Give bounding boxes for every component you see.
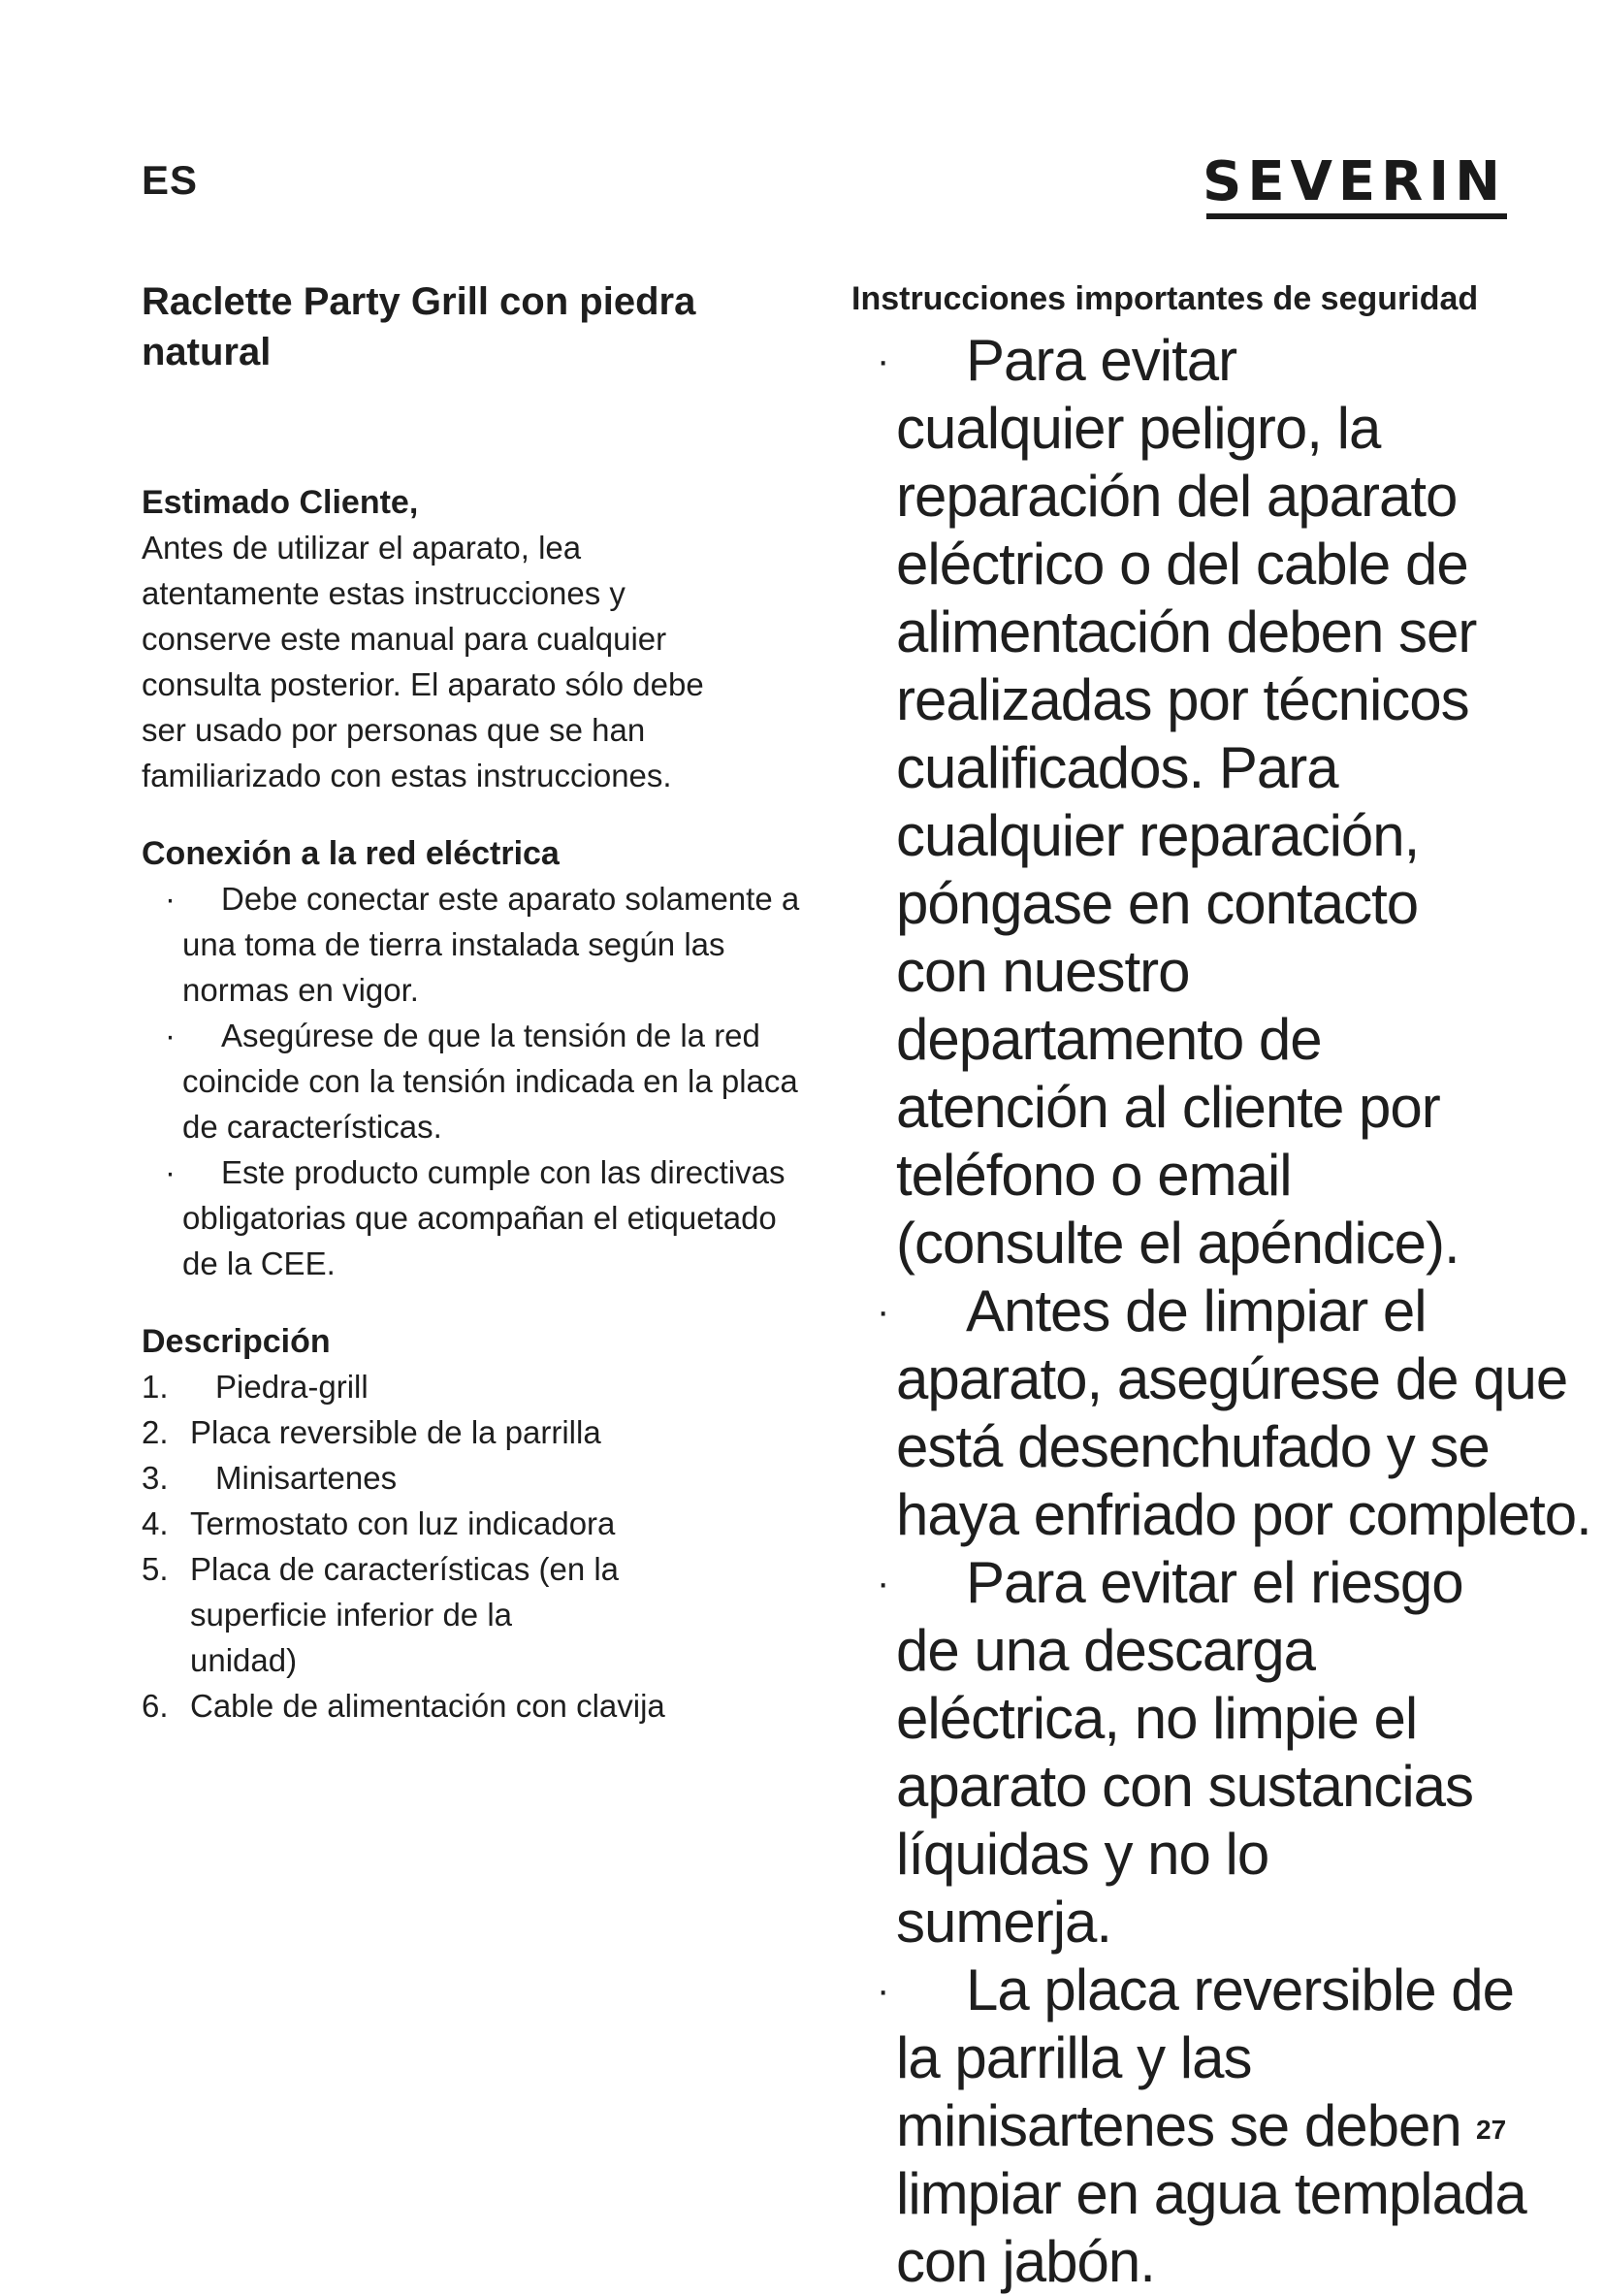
safety-heading: Instrucciones importantes de seguridad	[851, 280, 1479, 317]
list-item	[142, 876, 820, 1013]
greeting-section	[142, 480, 840, 798]
safety-bullet-1: Para evitar cualquier peligro, la reparación del aparato eléctrico o del cable de alimentación deben ser realizadas por técnicos cualificados. Para cualquier reparación, póngase en contacto con nuestro departamento de atención al cliente por teléfono o email (consulte el apéndice).	[896, 328, 1477, 1276]
list-item: 5. Placa de características (en la superficie inferior de la unidad)	[142, 1551, 620, 1678]
description-heading: Descripción	[142, 1323, 331, 1360]
language-code: ES	[142, 157, 199, 203]
safety-bullet-2: Antes de limpiar el aparato, asegúrese de que está desenchufado y se haya enfriado por completo.	[896, 1278, 1591, 1547]
right-column	[851, 276, 1591, 2296]
connection-heading: Conexión a la red eléctrica	[142, 835, 560, 872]
list-item: 6. Cable de alimentación con clavija	[142, 1688, 665, 1724]
safety-bullet-3: Para evitar el riesgo de una descarga eléctrica, no limpie el aparato con sustancias líquidas y no lo sumerja.	[896, 1550, 1474, 1955]
page-number: 27	[1476, 2115, 1507, 2145]
description-section	[142, 1319, 840, 1729]
bullet-icon: ·	[165, 1018, 176, 1053]
connection-section	[142, 831, 840, 1286]
safety-bullet-4: La placa reversible de la parrilla y las minisartenes se deben limpiar en agua templada con jabón.	[896, 1957, 1526, 2294]
logo-underline	[1206, 213, 1507, 219]
bullet-icon: ·	[877, 1290, 889, 1333]
bullet-icon: ·	[165, 881, 176, 917]
greeting-text: Antes de utilizar el aparato, lea atentamente estas instrucciones y conserve este manual para cualquier consulta posterior. El aparato sólo debe ser usado por personas que se han familiarizado con estas instrucciones.	[142, 530, 704, 793]
bullet-icon: ·	[877, 340, 889, 382]
brand-name: SEVERIN	[1203, 150, 1507, 213]
severin-logo	[1203, 150, 1513, 223]
list-item: 4. Termostato con luz indicadora	[142, 1505, 616, 1541]
list-item: 1. Piedra-grill	[142, 1369, 369, 1405]
list-item	[142, 1149, 820, 1286]
left-column	[142, 276, 840, 1729]
list-item	[851, 1956, 1556, 2296]
list-item	[851, 1549, 1497, 1956]
connection-bullet-1: Debe conectar este aparato solamente a una toma de tierra instalada según las normas en vigor.	[182, 881, 800, 1008]
document-title: Raclette Party Grill con piedra natural	[142, 280, 696, 373]
bullet-icon: ·	[165, 1154, 176, 1190]
list-item: 2. Placa reversible de la parrilla	[142, 1414, 601, 1450]
list-item	[851, 327, 1478, 1277]
list-item	[851, 1277, 1604, 1549]
greeting-heading: Estimado Cliente,	[142, 484, 419, 521]
bullet-icon: ·	[877, 1562, 889, 1604]
connection-bullet-2: Asegúrese de que la tensión de la red coincide con la tensión indicada en la placa de características.	[182, 1018, 798, 1145]
list-item	[142, 1013, 820, 1149]
connection-bullet-3: Este producto cumple con las directivas obligatorias que acompañan el etiquetado de la CEE.	[182, 1154, 786, 1281]
bullet-icon: ·	[877, 1969, 889, 2012]
list-item: 3. Minisartenes	[142, 1460, 398, 1496]
